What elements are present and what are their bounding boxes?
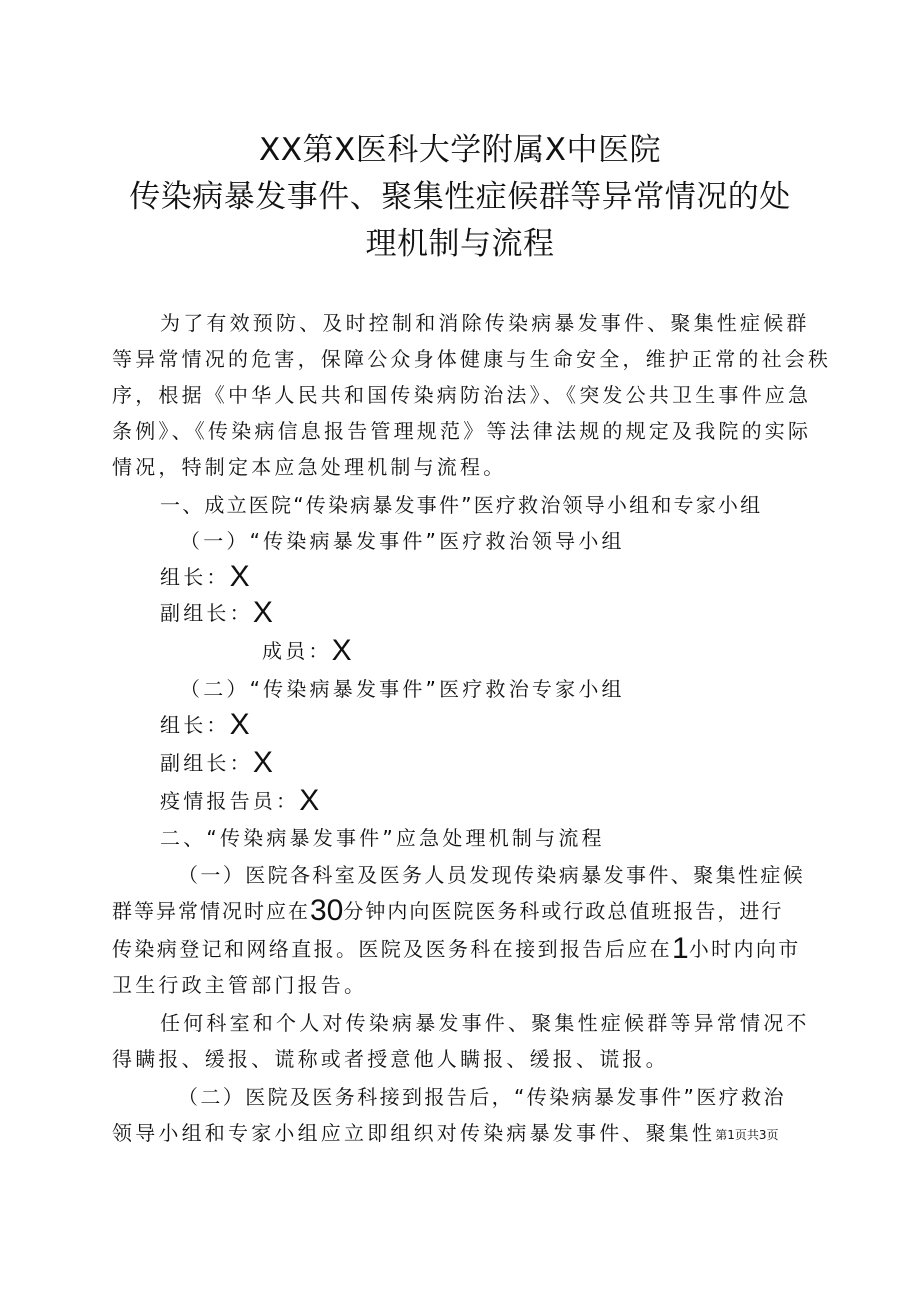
intro-line-3: 序，根据《中华人民共和国传染病防治法》、《突发公共卫生事件应急 xyxy=(112,383,812,407)
section-1-sub-1-heading: （一）“传染病暴发事件”医疗救治领导小组 xyxy=(180,529,625,553)
para-1-line-4: 卫生行政主管部门报告。 xyxy=(112,973,368,997)
section-1-sub-2-heading: （二）“传染病暴发事件”医疗救治专家小组 xyxy=(180,677,625,701)
expert-leader-value: X xyxy=(229,708,250,741)
expert-leader-row xyxy=(160,710,250,740)
epidemic-reporter-label: 疫情报告员： xyxy=(160,789,300,813)
para-2-line-2: 得瞒报、缓报、谎称或者授意他人瞒报、缓报、谎报。 xyxy=(112,1047,669,1071)
para-1-line-2 xyxy=(112,896,783,926)
expert-deputy-label: 副组长： xyxy=(160,751,253,775)
para-1-line-2-text-a: 群等异常情况时应在 xyxy=(112,899,310,923)
para-1-line-3-text-b: 小时内向市 xyxy=(688,937,801,961)
report-minutes-value: 30 xyxy=(310,894,344,927)
para-1-line-1: （一）医院各科室及医务人员发现传染病暴发事件、聚集性症候 xyxy=(178,863,806,887)
intro-line-4: 条例》、《传染病信息报告管理规范》等法律法规的规定及我院的实际 xyxy=(112,419,812,443)
para-3-line-1: （二）医院及医务科接到报告后，“传染病暴发事件”医疗救治 xyxy=(178,1085,786,1109)
intro-line-5: 情况，特制定本应急处理机制与流程。 xyxy=(112,455,507,479)
para-1-line-3 xyxy=(112,934,801,964)
deputy-leader-label: 副组长： xyxy=(160,601,253,625)
epidemic-reporter-value: X xyxy=(299,784,320,817)
para-2-line-1: 任何科室和个人对传染病暴发事件、聚集性症候群等异常情况不 xyxy=(160,1011,810,1035)
title-line-1: XX第X医科大学附属X中医院 xyxy=(259,132,661,168)
report-hours-value: 1 xyxy=(672,932,689,965)
members-row xyxy=(262,636,352,666)
expert-deputy-row xyxy=(160,748,273,778)
members-label: 成员： xyxy=(262,639,332,663)
title-line-3: 理机制与流程 xyxy=(365,226,555,262)
section-1-heading: 一、成立医院“传染病暴发事件”医疗救治领导小组和专家小组 xyxy=(160,493,763,517)
expert-leader-label: 组长： xyxy=(160,713,230,737)
leader-label: 组长： xyxy=(160,565,230,589)
title-line-2: 传染病暴发事件、聚集性症候群等异常情况的处 xyxy=(129,179,791,215)
deputy-leader-value: X xyxy=(252,596,273,629)
page-number: 第1页共3页 xyxy=(715,1128,779,1142)
epidemic-reporter-row xyxy=(160,786,319,816)
intro-line-2: 等异常情况的危害，保障公众身体健康与生命安全，维护正常的社会秩 xyxy=(112,347,832,371)
leader-value: X xyxy=(229,560,250,593)
expert-deputy-value: X xyxy=(252,746,273,779)
para-3-line-2-text: 领导小组和专家小组应立即组织对传染病暴发事件、聚集性 xyxy=(112,1121,716,1145)
para-1-line-2-text-b: 分钟内向医院医务科或行政总值班报告，进行 xyxy=(343,899,784,923)
section-2-heading: 二、“传染病暴发事件”应急处理机制与流程 xyxy=(160,826,605,850)
leader-row xyxy=(160,562,250,592)
deputy-leader-row xyxy=(160,598,273,628)
para-1-line-3-text-a: 传染病登记和网络直报。医院及医务科在接到报告后应在 xyxy=(112,937,672,961)
para-3-line-2 xyxy=(112,1118,778,1150)
intro-line-1: 为了有效预防、及时控制和消除传染病暴发事件、聚集性症候群 xyxy=(160,311,810,335)
members-value: X xyxy=(331,634,352,667)
